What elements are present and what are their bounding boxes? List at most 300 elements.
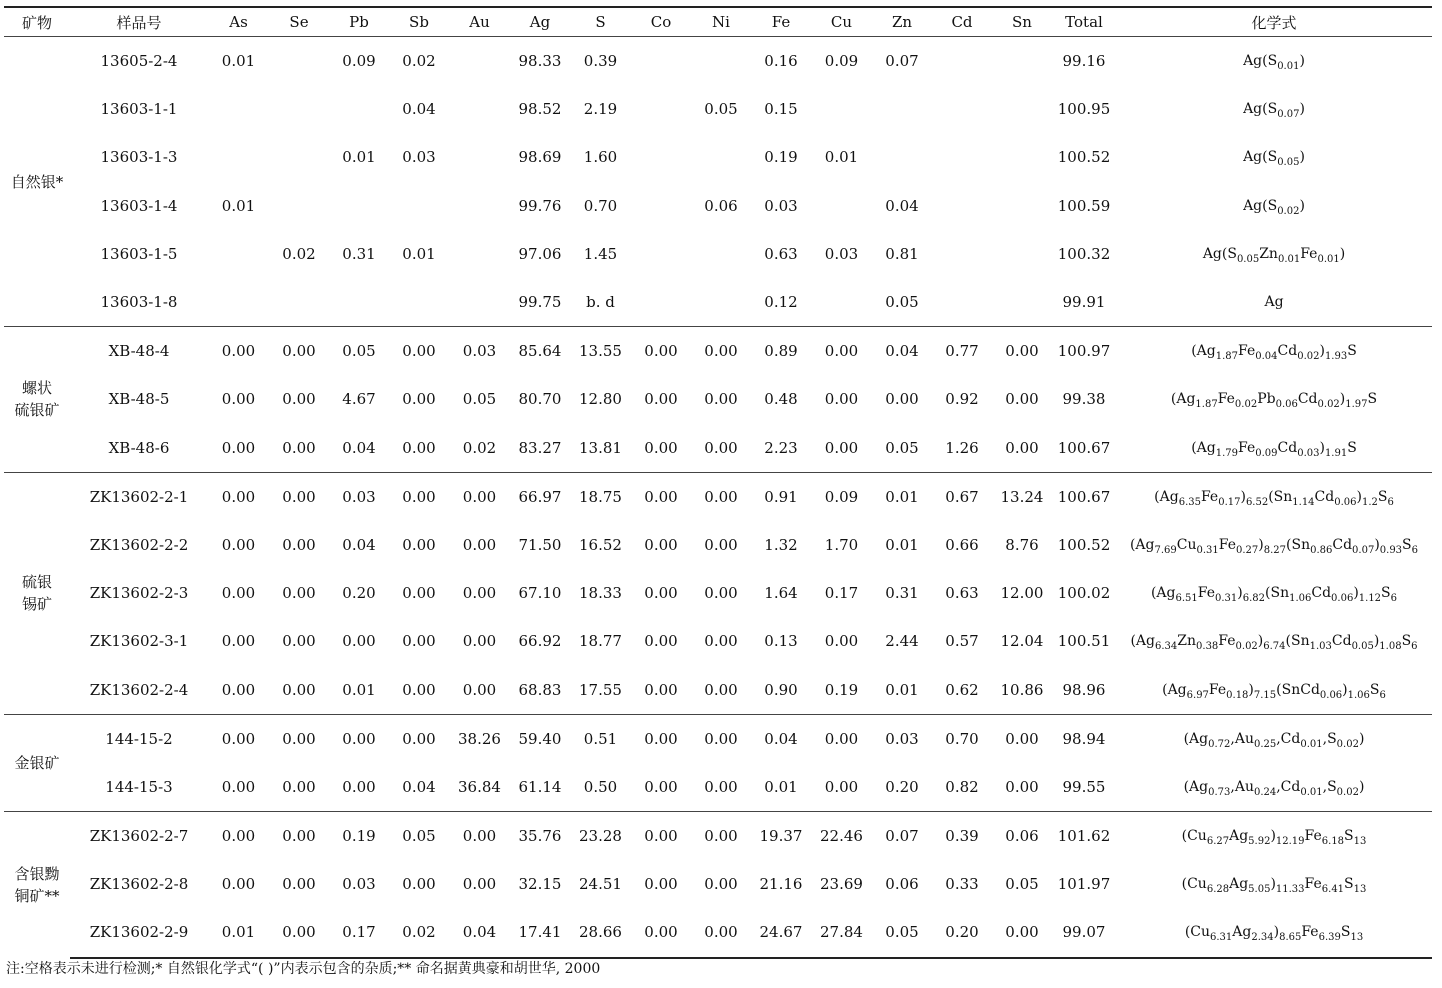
value-cell <box>932 37 992 86</box>
value-cell: 0.01 <box>208 37 269 86</box>
value-cell: 0.00 <box>389 327 449 376</box>
value-cell: 22.46 <box>811 812 872 861</box>
value-cell: 99.55 <box>1062 777 1106 796</box>
chemical-formula: $Ag(S_{0.02})$ <box>1243 197 1305 217</box>
value-cell: 0.09 <box>811 472 872 521</box>
value-cell: 0.20 <box>342 584 376 603</box>
value-cell: 0.00 <box>462 680 497 699</box>
value-cell: 1.45 <box>583 244 618 263</box>
value-cell: 1.60 <box>583 148 618 167</box>
value-cell: 0.04 <box>402 777 436 796</box>
value-cell: 0.90 <box>764 680 798 699</box>
value-cell: 97.06 <box>518 244 562 263</box>
value-cell: 0.20 <box>932 908 992 957</box>
value-cell: 0.00 <box>644 632 678 651</box>
value-cell: 67.10 <box>518 584 562 603</box>
value-cell: 35.76 <box>510 812 570 861</box>
value-cell: 0.00 <box>992 714 1052 763</box>
column-header: As <box>208 7 269 37</box>
sample-id: ZK13602-2-3 <box>89 584 189 603</box>
value-cell: 18.75 <box>570 472 631 521</box>
value-cell: 100.67 <box>1057 438 1111 457</box>
value-cell: 0.00 <box>1005 390 1039 409</box>
sample-id: ZK13602-2-1 <box>70 472 208 521</box>
value-cell: 0.05 <box>885 293 919 312</box>
value-cell: 99.07 <box>1052 908 1116 957</box>
value-cell: 23.28 <box>570 812 631 861</box>
value-cell <box>992 230 1052 278</box>
value-cell: 0.00 <box>208 472 269 521</box>
table-row <box>4 182 1432 230</box>
analysis-table <box>4 6 1432 959</box>
value-cell: 0.81 <box>885 244 919 263</box>
value-cell: 18.33 <box>579 584 622 603</box>
value-cell: 28.66 <box>570 908 631 957</box>
value-cell: 0.00 <box>704 875 738 894</box>
value-cell: 0.00 <box>208 714 269 763</box>
value-cell: 0.06 <box>885 875 919 894</box>
chemical-formula: $(Ag_{1.87}Fe_{0.02}Pb_{0.06}Cd_{0.02})_{1.97}S$ <box>1170 391 1378 411</box>
value-cell <box>631 230 691 278</box>
value-cell: 0.20 <box>885 777 919 796</box>
value-cell: 0.00 <box>269 908 329 957</box>
value-cell: 0.00 <box>691 812 751 861</box>
value-cell: 0.00 <box>704 632 738 651</box>
value-cell: 24.51 <box>579 875 622 894</box>
table-row <box>4 908 1432 957</box>
value-cell: 2.23 <box>764 438 798 457</box>
value-cell <box>872 133 932 181</box>
mineral-name: 含银黝 铜矿** <box>4 812 70 958</box>
value-cell: 0.00 <box>704 438 738 457</box>
value-cell: 0.91 <box>751 472 811 521</box>
value-cell: 85.64 <box>510 327 570 376</box>
value-cell: 66.92 <box>518 632 562 651</box>
chemical-formula: $(Ag_{6.97}Fe_{0.18})_{7.15}(SnCd_{0.06})_{1.06}S_6$ <box>1162 681 1386 701</box>
value-cell: 0.19 <box>329 812 389 861</box>
value-cell: 0.00 <box>221 584 256 603</box>
value-cell: 0.00 <box>811 714 872 763</box>
value-cell: 0.00 <box>402 584 436 603</box>
value-cell: 0.06 <box>992 812 1052 861</box>
table-row <box>4 617 1432 665</box>
column-header: Co <box>631 7 691 37</box>
value-cell: 0.67 <box>932 472 992 521</box>
value-cell: 80.70 <box>518 390 562 409</box>
value-cell <box>811 85 872 133</box>
value-cell <box>932 230 992 278</box>
value-cell: 0.00 <box>631 327 691 376</box>
value-cell: 0.00 <box>402 875 436 894</box>
value-cell <box>691 133 751 181</box>
value-cell <box>631 85 691 133</box>
column-header: 矿物 <box>4 7 70 37</box>
value-cell: 0.04 <box>342 438 376 457</box>
value-cell: 99.75 <box>518 293 562 312</box>
value-cell: 0.00 <box>631 472 691 521</box>
sample-id: ZK13602-2-9 <box>70 908 208 957</box>
value-cell: 12.04 <box>1000 632 1044 651</box>
value-cell: 0.00 <box>691 908 751 957</box>
value-cell: 0.00 <box>389 714 449 763</box>
value-cell: 0.05 <box>872 908 932 957</box>
value-cell: 0.02 <box>282 244 316 263</box>
chemical-formula: $(Cu_{6.27}Ag_{5.92})_{12.19}Fe_{6.18}S_{13}$ <box>1116 812 1432 861</box>
value-cell: 0.04 <box>342 535 376 554</box>
value-cell: 0.00 <box>221 632 256 651</box>
value-cell <box>992 278 1052 327</box>
value-cell: 24.67 <box>751 908 811 957</box>
column-header: Pb <box>329 7 389 37</box>
value-cell: 13.24 <box>992 472 1052 521</box>
value-cell: 0.07 <box>872 37 932 86</box>
value-cell <box>449 37 510 86</box>
value-cell: 0.00 <box>221 535 256 554</box>
value-cell: 0.00 <box>402 438 436 457</box>
value-cell: 0.66 <box>945 535 979 554</box>
sample-id: ZK13602-3-1 <box>89 632 189 651</box>
table-footnote: 注:空格表示未进行检测;* 自然银化学式“( )”内表示包含的杂质;** 命名据黄典豪和胡世华, 2000 <box>6 961 601 977</box>
value-cell: 0.00 <box>221 777 256 796</box>
value-cell: 100.67 <box>1052 472 1116 521</box>
table-row <box>4 521 1432 569</box>
value-cell: 0.19 <box>824 680 859 699</box>
table-row <box>4 472 1432 521</box>
value-cell <box>811 278 872 327</box>
value-cell <box>631 133 691 181</box>
value-cell: 0.12 <box>764 293 798 312</box>
value-cell: 0.00 <box>402 680 436 699</box>
header-row <box>4 7 1432 37</box>
sample-id: ZK13602-2-7 <box>70 812 208 861</box>
value-cell: 0.00 <box>208 327 269 376</box>
table-row <box>4 375 1432 423</box>
value-cell: 0.04 <box>872 327 932 376</box>
value-cell <box>872 85 932 133</box>
table-row <box>4 424 1432 473</box>
value-cell: 0.63 <box>945 584 979 603</box>
value-cell: 0.03 <box>872 714 932 763</box>
value-cell <box>932 133 992 181</box>
sample-id: XB-48-6 <box>108 438 170 457</box>
value-cell: 38.26 <box>449 714 510 763</box>
value-cell: 0.00 <box>644 875 678 894</box>
value-cell: 100.59 <box>1057 196 1111 215</box>
value-cell <box>329 278 389 327</box>
chemical-formula: $Ag(S_{0.05})$ <box>1243 149 1305 169</box>
table-row <box>4 665 1432 714</box>
value-cell: 98.69 <box>518 148 562 167</box>
value-cell: 0.17 <box>329 908 389 957</box>
value-cell: 83.27 <box>518 438 562 457</box>
value-cell: 0.39 <box>570 37 631 86</box>
value-cell: 0.00 <box>992 327 1052 376</box>
value-cell <box>269 85 329 133</box>
value-cell: 0.00 <box>282 390 316 409</box>
value-cell: 0.01 <box>824 148 859 167</box>
chemical-formula: $(Ag_{0.73},Au_{0.24},Cd_{0.01},S_{0.02})$ <box>1183 778 1365 798</box>
value-cell <box>932 85 992 133</box>
value-cell: 21.16 <box>759 875 803 894</box>
value-cell <box>691 37 751 86</box>
chemical-formula: $Ag(S_{0.01})$ <box>1116 37 1432 86</box>
value-cell: 100.51 <box>1057 632 1111 651</box>
value-cell: 0.00 <box>704 680 738 699</box>
value-cell: 0.01 <box>885 680 919 699</box>
value-cell: 0.01 <box>342 148 376 167</box>
value-cell <box>449 278 510 327</box>
value-cell: 0.03 <box>824 244 859 263</box>
sample-id: 144-15-2 <box>70 714 208 763</box>
chemical-formula: $(Ag_{6.51}Fe_{0.31})_{6.82}(Sn_{1.06}Cd_{0.06})_{1.12}S_6$ <box>1150 585 1398 604</box>
chemical-formula: $Ag(S_{0.05}Zn_{0.01}Fe_{0.01})$ <box>1202 245 1346 265</box>
value-cell: 99.16 <box>1052 37 1116 86</box>
value-cell: 0.00 <box>282 535 316 554</box>
column-header: S <box>570 7 631 37</box>
value-cell: 0.70 <box>932 714 992 763</box>
value-cell: 0.00 <box>824 438 859 457</box>
value-cell: 0.00 <box>824 390 859 409</box>
value-cell: 0.07 <box>872 812 932 861</box>
value-cell <box>269 182 329 230</box>
value-cell: 0.00 <box>282 438 316 457</box>
value-cell: 0.00 <box>644 438 678 457</box>
value-cell: 0.33 <box>945 875 979 894</box>
value-cell: 0.01 <box>342 680 376 699</box>
table-body <box>4 37 1432 958</box>
value-cell: 0.00 <box>691 714 751 763</box>
value-cell: 0.00 <box>824 777 859 796</box>
value-cell: 0.05 <box>885 438 919 457</box>
column-header: Zn <box>872 7 932 37</box>
sample-id: XB-48-5 <box>108 390 170 409</box>
value-cell: 17.55 <box>579 680 622 699</box>
value-cell: 66.97 <box>510 472 570 521</box>
value-cell: 0.00 <box>1005 438 1039 457</box>
value-cell: 0.00 <box>221 875 256 894</box>
chemical-formula: $(Ag_{7.69}Cu_{0.31}Fe_{0.27})_{8.27}(Sn_{0.86}Cd_{0.07})_{0.93}S_6$ <box>1129 536 1419 556</box>
value-cell: 100.97 <box>1052 327 1116 376</box>
value-cell: 0.00 <box>631 714 691 763</box>
value-cell: 0.01 <box>885 535 919 554</box>
chemical-formula: $(Cu_{6.28}Ag_{5.05})_{11.33}Fe_{6.41}S_{13}$ <box>1181 876 1367 896</box>
value-cell: 0.00 <box>282 584 316 603</box>
value-cell: 0.00 <box>282 680 316 699</box>
value-cell: 1.32 <box>764 535 798 554</box>
value-cell: 19.37 <box>751 812 811 861</box>
value-cell: 98.52 <box>518 100 562 119</box>
value-cell: 12.80 <box>579 390 622 409</box>
sample-id: 13603-1-4 <box>100 196 178 215</box>
value-cell: 0.00 <box>824 632 859 651</box>
value-cell <box>691 230 751 278</box>
value-cell: 0.89 <box>751 327 811 376</box>
table-row <box>4 133 1432 181</box>
value-cell: 0.00 <box>449 472 510 521</box>
value-cell: 0.15 <box>764 100 798 119</box>
value-cell: 0.00 <box>691 327 751 376</box>
value-cell: 0.00 <box>462 584 497 603</box>
column-header: Total <box>1052 7 1116 37</box>
value-cell: 0.01 <box>764 777 798 796</box>
value-cell: 0.04 <box>751 714 811 763</box>
value-cell <box>449 182 510 230</box>
value-cell: 0.00 <box>704 584 738 603</box>
value-cell: 99.38 <box>1062 390 1106 409</box>
sample-id: ZK13602-2-4 <box>89 680 189 699</box>
value-cell: 0.00 <box>329 714 389 763</box>
value-cell: 0.00 <box>402 535 436 554</box>
value-cell: 0.01 <box>402 244 436 263</box>
table-row <box>4 860 1432 908</box>
value-cell <box>932 278 992 327</box>
column-header: Ni <box>691 7 751 37</box>
value-cell: 101.62 <box>1052 812 1116 861</box>
value-cell: 98.96 <box>1062 680 1106 699</box>
value-cell <box>449 230 510 278</box>
column-header: Sn <box>992 7 1052 37</box>
value-cell: 0.51 <box>570 714 631 763</box>
column-header: Sb <box>389 7 449 37</box>
value-cell: 0.00 <box>389 472 449 521</box>
value-cell: 0.02 <box>389 37 449 86</box>
value-cell <box>449 85 510 133</box>
table-row <box>4 37 1432 86</box>
mineral-name: 硫银 锡矿 <box>4 472 70 714</box>
value-cell: 0.17 <box>824 584 859 603</box>
value-cell: 98.94 <box>1052 714 1116 763</box>
value-cell: 0.92 <box>945 390 979 409</box>
value-cell: 0.50 <box>583 777 618 796</box>
value-cell: 0.00 <box>644 680 678 699</box>
value-cell: b. d <box>586 293 615 312</box>
value-cell: 0.09 <box>811 37 872 86</box>
table-row <box>4 327 1432 376</box>
mineral-name: 螺状 硫银矿 <box>4 327 70 473</box>
value-cell <box>269 133 329 181</box>
sample-id: XB-48-4 <box>70 327 208 376</box>
sample-id: ZK13602-2-2 <box>89 535 189 554</box>
column-header: Cu <box>811 7 872 37</box>
sample-id: 13603-1-8 <box>100 293 178 312</box>
value-cell: 0.77 <box>932 327 992 376</box>
value-cell: 0.48 <box>764 390 798 409</box>
table-row <box>4 763 1432 812</box>
value-cell: 2.19 <box>583 100 618 119</box>
value-cell: 0.05 <box>462 390 497 409</box>
value-cell: 61.14 <box>518 777 562 796</box>
column-header: 样品号 <box>70 7 208 37</box>
chemical-formula: $(Cu_{6.31}Ag_{2.34})_{8.65}Fe_{6.39}S_{13}$ <box>1116 908 1432 957</box>
value-cell: 0.63 <box>764 244 798 263</box>
value-cell <box>992 37 1052 86</box>
value-cell: 0.00 <box>704 777 738 796</box>
value-cell: 0.00 <box>221 390 256 409</box>
value-cell: 0.00 <box>282 632 316 651</box>
value-cell <box>389 278 449 327</box>
sample-id: 13603-1-1 <box>100 100 178 119</box>
value-cell: 68.83 <box>518 680 562 699</box>
value-cell: 0.04 <box>449 908 510 957</box>
value-cell: 0.00 <box>342 632 376 651</box>
value-cell: 10.86 <box>1000 680 1044 699</box>
value-cell: 0.31 <box>342 244 376 263</box>
value-cell: 0.05 <box>1005 875 1039 894</box>
value-cell: 0.00 <box>885 390 919 409</box>
chemical-formula: $(Ag_{0.72},Au_{0.25},Cd_{0.01},S_{0.02})$ <box>1116 714 1432 763</box>
value-cell: 8.76 <box>1005 535 1039 554</box>
value-cell: 13.55 <box>570 327 631 376</box>
value-cell: 100.32 <box>1057 244 1111 263</box>
value-cell: 0.00 <box>704 535 738 554</box>
value-cell: 100.95 <box>1057 100 1111 119</box>
value-cell <box>208 85 269 133</box>
value-cell: 23.69 <box>820 875 863 894</box>
column-header: Fe <box>751 7 811 37</box>
sample-id: 144-15-3 <box>105 777 173 796</box>
value-cell <box>992 85 1052 133</box>
value-cell <box>691 278 751 327</box>
value-cell: 0.00 <box>811 327 872 376</box>
value-cell <box>208 278 269 327</box>
value-cell: 0.70 <box>583 196 618 215</box>
value-cell: 0.03 <box>329 472 389 521</box>
value-cell: 0.01 <box>208 908 269 957</box>
sample-id: 13603-1-3 <box>100 148 178 167</box>
column-header: Ag <box>510 7 570 37</box>
value-cell: 0.00 <box>462 632 497 651</box>
value-cell: 0.00 <box>342 777 376 796</box>
chemical-formula: Ag <box>1264 294 1284 311</box>
value-cell <box>269 37 329 86</box>
table-row <box>4 714 1432 763</box>
value-cell: 0.00 <box>269 812 329 861</box>
value-cell: 0.00 <box>644 584 678 603</box>
value-cell: 0.00 <box>282 875 316 894</box>
value-cell: 59.40 <box>510 714 570 763</box>
value-cell: 0.00 <box>644 777 678 796</box>
value-cell <box>449 133 510 181</box>
value-cell: 1.64 <box>764 584 798 603</box>
value-cell: 0.00 <box>269 327 329 376</box>
value-cell <box>269 278 329 327</box>
value-cell: 0.03 <box>449 327 510 376</box>
table-row <box>4 812 1432 861</box>
value-cell: 100.52 <box>1057 535 1111 554</box>
value-cell <box>811 182 872 230</box>
value-cell: 0.00 <box>992 908 1052 957</box>
value-cell: 0.03 <box>402 148 436 167</box>
value-cell: 27.84 <box>811 908 872 957</box>
value-cell: 0.02 <box>389 908 449 957</box>
table-row <box>4 85 1432 133</box>
value-cell: 0.05 <box>704 100 738 119</box>
value-cell: 36.84 <box>458 777 501 796</box>
value-cell <box>208 133 269 181</box>
value-cell: 99.91 <box>1062 293 1106 312</box>
value-cell: 1.70 <box>824 535 859 554</box>
table-header <box>4 7 1432 37</box>
value-cell: 0.01 <box>872 472 932 521</box>
value-cell: 0.00 <box>1005 777 1039 796</box>
value-cell <box>631 37 691 86</box>
value-cell: 0.00 <box>269 472 329 521</box>
value-cell: 32.15 <box>518 875 562 894</box>
column-header: Se <box>269 7 329 37</box>
value-cell <box>932 182 992 230</box>
value-cell: 100.52 <box>1057 148 1111 167</box>
table-row <box>4 230 1432 278</box>
